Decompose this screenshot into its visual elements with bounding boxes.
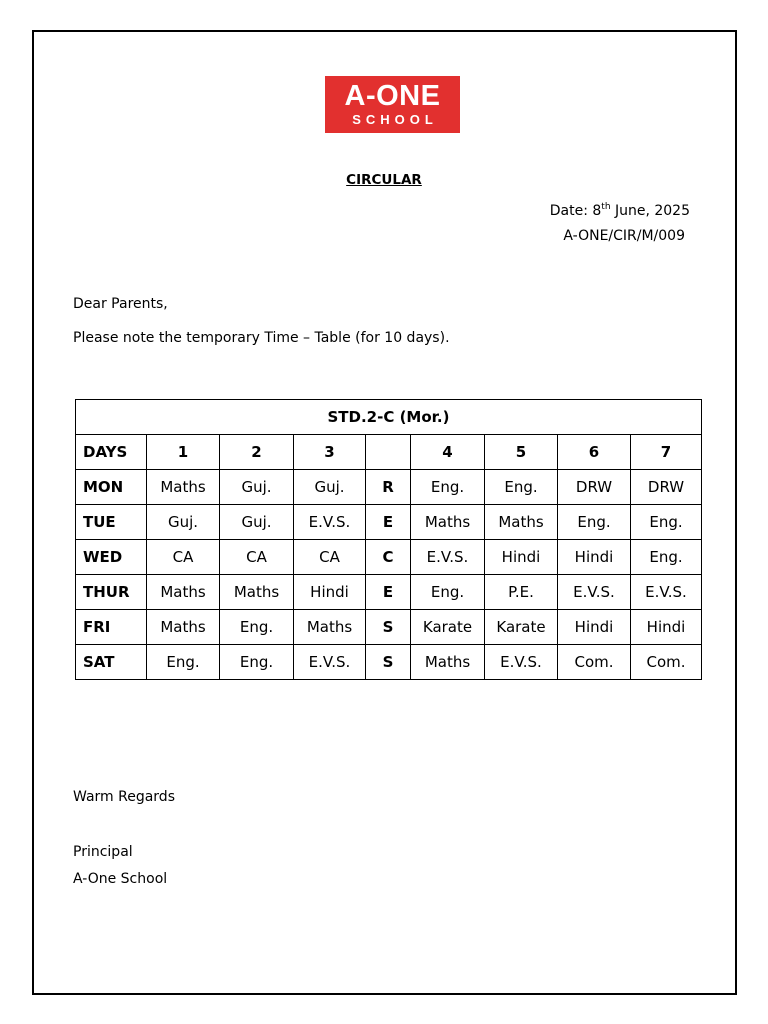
day-cell: THUR [76,575,147,610]
header-cell: 1 [147,435,220,470]
header-cell: 7 [631,435,702,470]
period-cell: Eng. [147,645,220,680]
period-cell: E.V.S. [558,575,631,610]
school-logo [325,76,460,133]
period-cell: Eng. [485,470,558,505]
timetable-caption: STD.2-C (Mor.) [76,400,702,435]
signatory: Principal [73,844,133,860]
logo-sub-text: SCHOOL [352,112,438,127]
date-suffix: June, 2025 [610,203,690,219]
period-cell: Guj. [220,470,294,505]
period-cell: Eng. [411,470,485,505]
header-cell [366,435,411,470]
period-cell: Eng. [631,540,702,575]
date-prefix: Date: 8 [549,203,602,219]
period-cell: Eng. [220,610,294,645]
period-cell: Com. [631,645,702,680]
timetable [75,399,702,680]
period-cell: Hindi [558,610,631,645]
period-cell: E.V.S. [294,645,366,680]
table-row [76,610,702,645]
period-cell: Guj. [294,470,366,505]
salutation: Dear Parents, [73,296,168,312]
period-cell: Com. [558,645,631,680]
header-cell: 2 [220,435,294,470]
header-cell: 4 [411,435,485,470]
day-cell: MON [76,470,147,505]
period-cell: E.V.S. [411,540,485,575]
table-row [76,575,702,610]
period-cell: Eng. [631,505,702,540]
table-row [76,505,702,540]
period-cell: Maths [485,505,558,540]
header-cell-days: DAYS [76,435,147,470]
period-cell: Maths [411,645,485,680]
period-cell: Maths [147,575,220,610]
period-cell: Karate [485,610,558,645]
period-cell: E.V.S. [631,575,702,610]
header-cell: 5 [485,435,558,470]
table-row [76,540,702,575]
period-cell: Maths [147,610,220,645]
recess-cell: S [366,645,411,680]
period-cell: Hindi [558,540,631,575]
period-cell: Hindi [631,610,702,645]
period-cell: Maths [411,505,485,540]
header-cell: 6 [558,435,631,470]
period-cell: CA [147,540,220,575]
recess-cell: E [366,505,411,540]
period-cell: Hindi [485,540,558,575]
period-cell: Guj. [220,505,294,540]
day-cell: FRI [76,610,147,645]
day-cell: SAT [76,645,147,680]
closing: Warm Regards [73,789,175,805]
date-line [550,203,690,219]
logo-main-text: A-ONE [344,80,441,112]
reference-number: A-ONE/CIR/M/009 [563,228,685,244]
recess-cell: R [366,470,411,505]
header-row [76,435,702,470]
period-cell: DRW [558,470,631,505]
recess-cell: S [366,610,411,645]
period-cell: DRW [631,470,702,505]
period-cell: Eng. [558,505,631,540]
table-row [76,470,702,505]
circular-title: CIRCULAR [346,172,422,188]
period-cell: Maths [294,610,366,645]
period-cell: Eng. [411,575,485,610]
period-cell: Eng. [220,645,294,680]
circular-title-wrap [0,172,768,188]
period-cell: Guj. [147,505,220,540]
period-cell: CA [220,540,294,575]
period-cell: Maths [147,470,220,505]
period-cell: Hindi [294,575,366,610]
day-cell: WED [76,540,147,575]
date-ordinal: th [601,202,611,212]
table-row [76,645,702,680]
period-cell: CA [294,540,366,575]
day-cell: TUE [76,505,147,540]
period-cell: Maths [220,575,294,610]
period-cell: E.V.S. [485,645,558,680]
period-cell: Karate [411,610,485,645]
period-cell: P.E. [485,575,558,610]
recess-cell: C [366,540,411,575]
header-cell: 3 [294,435,366,470]
school-name: A-One School [73,871,168,887]
note-text: Please note the temporary Time – Table (for 10 days). [73,330,450,346]
period-cell: E.V.S. [294,505,366,540]
recess-cell: E [366,575,411,610]
